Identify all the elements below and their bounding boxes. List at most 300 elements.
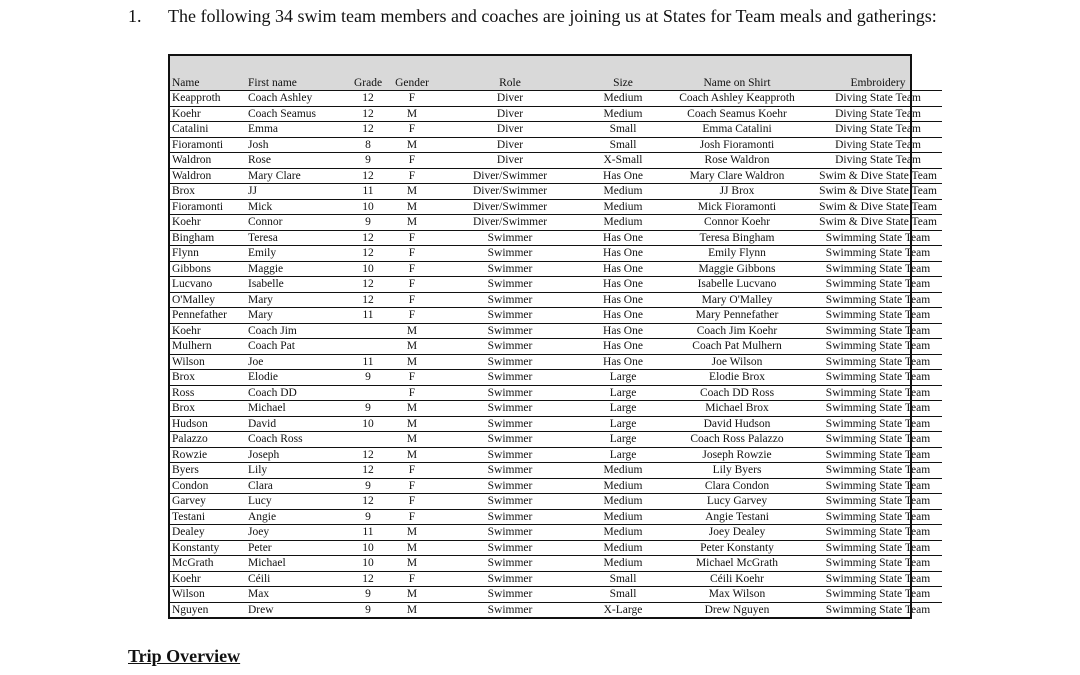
cell-first-name: Coach Seamus [246,106,346,122]
cell-last-name: Byers [170,463,246,479]
cell-first-name: Max [246,587,346,603]
cell-size: Has One [586,168,660,184]
cell-name-on-shirt: Mary Pennefather [660,308,814,324]
cell-grade: 8 [346,137,390,153]
table-row [170,494,942,510]
cell-embroidery: Swimming State Team [814,447,942,463]
table-row [170,587,942,603]
cell-size: Medium [586,184,660,200]
cell-embroidery: Swimming State Team [814,277,942,293]
cell-embroidery: Swimming State Team [814,478,942,494]
cell-name-on-shirt: Angie Testani [660,509,814,525]
cell-first-name: Mary [246,308,346,324]
cell-embroidery: Diving State Team [814,106,942,122]
cell-name-on-shirt: Maggie Gibbons [660,261,814,277]
cell-size: Medium [586,525,660,541]
cell-size: X-Small [586,153,660,169]
cell-gender: F [390,91,434,107]
cell-name-on-shirt: Josh Fioramonti [660,137,814,153]
cell-grade [346,432,390,448]
cell-role: Swimmer [434,292,586,308]
table-body [170,91,942,618]
cell-last-name: Mulhern [170,339,246,355]
cell-first-name: Coach Ashley [246,91,346,107]
cell-first-name: JJ [246,184,346,200]
cell-embroidery: Swimming State Team [814,339,942,355]
cell-embroidery: Swimming State Team [814,556,942,572]
cell-last-name: Nguyen [172,603,209,616]
cell-grade: 10 [346,540,390,556]
cell-gender: F [390,230,434,246]
cell-role: Swimmer [434,370,586,386]
cell-role: Swimmer [434,556,586,572]
list-number: 1. [128,6,142,26]
table-row [170,540,942,556]
cell-size: Medium [586,463,660,479]
cell-grade: 11 [346,184,390,200]
cell-embroidery: Diving State Team [814,122,942,138]
table-row [170,230,942,246]
cell-grade: 12 [346,230,390,246]
cell-size: Medium [586,199,660,215]
cell-gender: M [390,556,434,572]
cell-first-name: Maggie [246,261,346,277]
cell-first-name: Coach Jim [246,323,346,339]
cell-first-name: Drew [248,603,274,616]
cell-embroidery: Swim & Dive State Team [814,199,942,215]
column-header-name: Name [170,76,246,91]
cell-last-name: Catalini [170,122,246,138]
cell-name-on-shirt: Mary Clare Waldron [660,168,814,184]
cell-name-on-shirt: Coach Ashley Keapproth [660,91,814,107]
table-row [170,401,942,417]
cell-name-on-shirt: Max Wilson [660,587,814,603]
cell-size: Large [586,370,660,386]
table-row [170,184,942,200]
table-row [170,385,942,401]
cell-first-name: Clara [246,478,346,494]
cell-role: Diver [434,106,586,122]
cell-first-name: Joe [246,354,346,370]
table-row [170,447,942,463]
cell-role: Swimmer [434,540,586,556]
cell-last-name: Waldron [170,153,246,169]
cell-role: Swimmer [434,571,586,587]
cell-size: Medium [586,91,660,107]
cell-grade: 10 [346,416,390,432]
cell-size: Has One [586,339,660,355]
cell-grade: 10 [346,199,390,215]
cell-name-on-shirt: Elodie Brox [660,370,814,386]
cell-last-name: Waldron [170,168,246,184]
column-header-name-on-shirt: Name on Shirt [660,76,814,91]
table-row [170,354,942,370]
cell-embroidery: Swimming State Team [814,525,942,541]
cell-last-name: Lucvano [170,277,246,293]
cell-role: Swimmer [434,323,586,339]
cell-size: Large [586,416,660,432]
cell-grade: 9 [365,603,371,616]
cell-role: Swimmer [434,447,586,463]
cell-name-on-shirt: Lucy Garvey [660,494,814,510]
cell-grade: 12 [346,106,390,122]
cell-name-on-shirt: Coach Pat Mulhern [660,339,814,355]
cell-role: Swimmer [434,308,586,324]
cell-first-name: Isabelle [246,277,346,293]
table-row [170,602,942,617]
cell-grade: 9 [346,370,390,386]
cell-role: Swimmer [434,339,586,355]
cell-size: Has One [586,308,660,324]
cell-name-on-shirt: Céili Koehr [660,571,814,587]
table-row [170,261,942,277]
cell-gender: M [406,603,418,616]
cell-first-name: Coach Ross [246,432,346,448]
cell-embroidery: Swimming State Team [814,494,942,510]
cell-role: Diver [434,91,586,107]
cell-first-name: Mick [246,199,346,215]
cell-grade [346,323,390,339]
cell-size: Large [586,432,660,448]
cell-role: Diver [434,137,586,153]
cell-name-on-shirt: Emma Catalini [660,122,814,138]
cell-name-on-shirt: Coach Jim Koehr [660,323,814,339]
cell-first-name: Teresa [246,230,346,246]
cell-name-on-shirt: Joseph Rowzie [660,447,814,463]
cell-role: Swimmer [434,246,586,262]
cell-embroidery: Swimming State Team [814,323,942,339]
cell-last-name: Rowzie [170,447,246,463]
cell-role: Swimmer [434,525,586,541]
cell-first-name: Angie [246,509,346,525]
cell-embroidery: Swimming State Team [814,246,942,262]
table-row [170,478,942,494]
column-header-embroidery: Embroidery [814,76,942,91]
cell-size: Has One [586,261,660,277]
cell-size: Medium [586,478,660,494]
cell-role: Swimmer [434,277,586,293]
cell-gender: M [390,215,434,231]
table-row [170,246,942,262]
cell-embroidery: Swimming State Team [814,261,942,277]
table-header-row [170,76,942,91]
cell-role: Swimmer [487,603,533,616]
cell-embroidery: Swimming State Team [825,603,931,616]
cell-size: Medium [586,540,660,556]
cell-gender: M [390,137,434,153]
table-row [170,463,942,479]
cell-size: Medium [586,494,660,510]
table-row [170,370,942,386]
cell-gender: F [390,261,434,277]
cell-size: Small [586,587,660,603]
table-row [170,168,942,184]
cell-gender: F [390,153,434,169]
cell-first-name: Connor [246,215,346,231]
cell-embroidery: Swim & Dive State Team [814,168,942,184]
cell-grade [346,385,390,401]
cell-embroidery: Diving State Team [814,153,942,169]
cell-embroidery: Swimming State Team [814,308,942,324]
cell-last-name: Gibbons [170,261,246,277]
cell-first-name: Mary [246,292,346,308]
cell-grade: 12 [346,571,390,587]
table-row [170,137,942,153]
cell-role: Swimmer [434,494,586,510]
cell-first-name: Rose [246,153,346,169]
column-header-first-name: First name [246,76,346,91]
cell-embroidery: Swimming State Team [814,432,942,448]
cell-role: Swimmer [434,354,586,370]
cell-gender: M [390,106,434,122]
cell-name-on-shirt: Teresa Bingham [660,230,814,246]
table-row [170,215,942,231]
cell-first-name: Peter [246,540,346,556]
cell-grade: 12 [346,447,390,463]
cell-last-name: Dealey [170,525,246,541]
cell-size: Has One [586,230,660,246]
cell-grade: 10 [346,556,390,572]
cell-role: Diver/Swimmer [434,168,586,184]
cell-embroidery: Swimming State Team [814,463,942,479]
cell-grade: 10 [346,261,390,277]
cell-name-on-shirt: Lily Byers [660,463,814,479]
cell-last-name: Keapproth [170,91,246,107]
cell-last-name: Wilson [170,587,246,603]
cell-gender: M [390,323,434,339]
cell-embroidery: Swimming State Team [814,587,942,603]
cell-embroidery: Swimming State Team [814,540,942,556]
cell-role: Diver/Swimmer [434,215,586,231]
cell-embroidery: Swimming State Team [814,416,942,432]
table-row [170,122,942,138]
cell-first-name: Michael [246,556,346,572]
cell-first-name: David [246,416,346,432]
cell-last-name: McGrath [170,556,246,572]
cell-size: Small [586,122,660,138]
cell-gender: M [390,354,434,370]
cell-embroidery: Swimming State Team [814,385,942,401]
cell-last-name: O'Malley [170,292,246,308]
cell-gender: F [390,370,434,386]
cell-role: Diver [434,122,586,138]
cell-grade: 12 [346,292,390,308]
cell-name-on-shirt: Connor Koehr [660,215,814,231]
cell-role: Diver [434,153,586,169]
cell-grade: 12 [346,494,390,510]
cell-grade: 11 [346,525,390,541]
cell-gender: M [390,184,434,200]
cell-last-name: Fioramonti [170,199,246,215]
cell-name-on-shirt: Coach DD Ross [660,385,814,401]
cell-role: Swimmer [434,463,586,479]
table-row [170,571,942,587]
table-row [170,339,942,355]
cell-gender: F [390,308,434,324]
cell-last-name: Condon [170,478,246,494]
cell-size: Large [586,401,660,417]
table-row [170,556,942,572]
cell-first-name: Coach DD [246,385,346,401]
cell-name-on-shirt: Isabelle Lucvano [660,277,814,293]
cell-gender: M [390,416,434,432]
table-row [170,509,942,525]
cell-first-name: Joseph [246,447,346,463]
cell-size: Medium [586,509,660,525]
cell-last-name: Koehr [170,215,246,231]
cell-name-on-shirt: Michael McGrath [660,556,814,572]
cell-embroidery: Swimming State Team [814,509,942,525]
cell-first-name: Emily [246,246,346,262]
cell-role: Swimmer [434,478,586,494]
cell-name-on-shirt: Drew Nguyen [704,603,770,616]
cell-gender: M [390,447,434,463]
cell-name-on-shirt: Joey Dealey [660,525,814,541]
cell-role: Swimmer [434,509,586,525]
cell-role: Swimmer [434,385,586,401]
cell-last-name: Hudson [170,416,246,432]
cell-last-name: Brox [170,370,246,386]
table-row [170,91,942,107]
cell-role: Diver/Swimmer [434,199,586,215]
cell-first-name: Emma [246,122,346,138]
roster-table [170,76,942,617]
table-row [170,416,942,432]
column-header-role: Role [434,76,586,91]
cell-size: Small [586,571,660,587]
cell-last-name: Ross [170,385,246,401]
cell-size: Medium [586,215,660,231]
column-header-grade: Grade [346,76,390,91]
column-header-gender: Gender [390,76,434,91]
cell-grade: 12 [346,246,390,262]
table-row [170,277,942,293]
cell-embroidery: Swimming State Team [814,401,942,417]
cell-name-on-shirt: JJ Brox [660,184,814,200]
cell-grade: 12 [346,463,390,479]
cell-first-name: Elodie [246,370,346,386]
cell-gender: F [390,494,434,510]
cell-last-name: Wilson [170,354,246,370]
cell-gender: F [390,385,434,401]
table-row [170,308,942,324]
cell-grade: 12 [346,91,390,107]
table-row [170,199,942,215]
cell-first-name: Josh [246,137,346,153]
cell-role: Swimmer [434,261,586,277]
cell-size: Has One [586,323,660,339]
cell-last-name: Testani [170,509,246,525]
table-row [170,153,942,169]
cell-first-name: Michael [246,401,346,417]
cell-embroidery: Swimming State Team [814,230,942,246]
cell-size: Medium [586,106,660,122]
cell-gender: M [390,339,434,355]
cell-role: Swimmer [434,432,586,448]
table-row [170,432,942,448]
cell-grade: 11 [346,354,390,370]
cell-name-on-shirt: David Hudson [660,416,814,432]
cell-gender: F [390,463,434,479]
cell-last-name: Pennefather [170,308,246,324]
cell-name-on-shirt: Emily Flynn [660,246,814,262]
cell-grade: 9 [346,478,390,494]
cell-role: Swimmer [434,230,586,246]
cell-last-name: Bingham [170,230,246,246]
cell-grade [346,339,390,355]
cell-size: Large [586,447,660,463]
cell-embroidery: Diving State Team [814,137,942,153]
cell-gender: F [390,246,434,262]
cell-last-name: Koehr [170,106,246,122]
cell-first-name: Lucy [246,494,346,510]
cell-last-name: Konstanty [170,540,246,556]
cell-embroidery: Swimming State Team [814,354,942,370]
cell-gender: M [390,432,434,448]
table-row [170,323,942,339]
cell-grade: 12 [346,122,390,138]
cell-gender: M [390,199,434,215]
cell-grade: 9 [346,509,390,525]
cell-size: Medium [586,556,660,572]
cell-name-on-shirt: Mary O'Malley [660,292,814,308]
cell-gender: F [390,478,434,494]
cell-last-name: Garvey [170,494,246,510]
cell-first-name: Joey [246,525,346,541]
section-title-trip-overview: Trip Overview [128,646,241,666]
cell-embroidery: Swim & Dive State Team [814,215,942,231]
cell-role: Swimmer [434,401,586,417]
cell-size: Large [586,385,660,401]
table-row [170,106,942,122]
cell-grade: 9 [346,215,390,231]
cell-gender: M [390,587,434,603]
cell-first-name: Coach Pat [246,339,346,355]
cell-last-name: Koehr [170,571,246,587]
cell-name-on-shirt: Rose Waldron [660,153,814,169]
cell-gender: F [390,571,434,587]
cell-size: Has One [586,292,660,308]
cell-name-on-shirt: Michael Brox [660,401,814,417]
table-row [170,525,942,541]
cell-gender: F [390,122,434,138]
cell-name-on-shirt: Clara Condon [660,478,814,494]
cell-grade: 12 [346,277,390,293]
cell-name-on-shirt: Peter Konstanty [660,540,814,556]
cell-first-name: Mary Clare [246,168,346,184]
cell-first-name: Céili [246,571,346,587]
cell-last-name: Brox [170,184,246,200]
table-row [170,292,942,308]
cell-last-name: Fioramonti [170,137,246,153]
cell-size: Has One [586,354,660,370]
cell-role: Diver/Swimmer [434,184,586,200]
cell-grade: 11 [346,308,390,324]
cell-embroidery: Swimming State Team [814,370,942,386]
cell-name-on-shirt: Coach Ross Palazzo [660,432,814,448]
cell-name-on-shirt: Coach Seamus Koehr [660,106,814,122]
cell-embroidery: Swimming State Team [814,571,942,587]
cell-role: Swimmer [434,416,586,432]
cell-grade: 12 [346,168,390,184]
cell-last-name: Palazzo [170,432,246,448]
cell-gender: F [390,168,434,184]
cell-size: X-Large [603,603,643,616]
cell-first-name: Lily [246,463,346,479]
cell-gender: M [390,525,434,541]
cell-gender: F [390,277,434,293]
column-header-size: Size [586,76,660,91]
